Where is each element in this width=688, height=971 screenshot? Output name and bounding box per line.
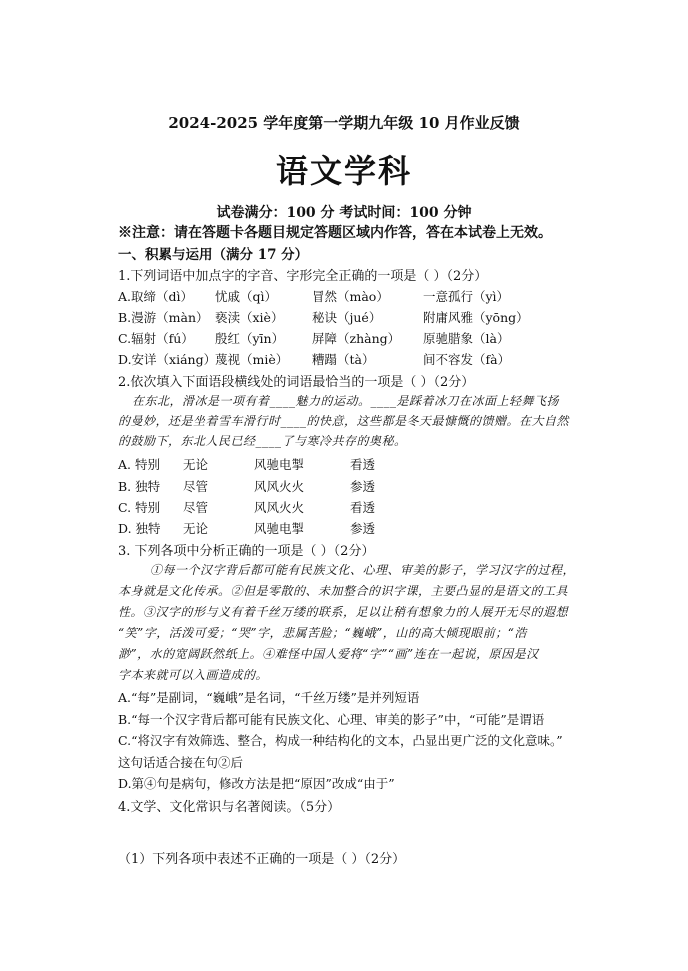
q1-option-c-3: 屏障（zhàng）: [312, 331, 401, 346]
q1-option-b-1: B.漫游（màn）: [118, 310, 209, 325]
q3-option-c-cont: 这句话适合接在句②后: [118, 755, 244, 770]
q2-option-d-3: 风驰电掣: [254, 521, 305, 536]
question-2-stem: 2.依次填入下面语段横线处的词语最恰当的一项是（ ）（2分）: [118, 375, 475, 390]
q2-option-d-1: D. 独特: [118, 521, 161, 536]
q2-option-a-4: 看透: [350, 457, 376, 472]
q3-passage-line-2: 本身就是文化传承。②但是零散的、未加整合的识字课，主要凸显的是语文的工具: [118, 584, 569, 598]
q2-option-c-4: 看透: [350, 500, 376, 515]
q3-option-d: D.第④句是病句，修改方法是把“原因”改成“由于”: [118, 776, 395, 791]
q1-option-b-3: 秘诀（jué）: [312, 310, 382, 325]
q2-option-c-1: C. 特别: [118, 500, 161, 515]
section-title: 一、积累与运用（满分 17 分）: [118, 247, 309, 263]
notice: ※注意：请在答题卡各题目规定答题区域内作答，答在本试卷上无效。: [118, 225, 552, 241]
q2-option-a-1: A. 特别: [118, 457, 160, 472]
header-title: 2024-2025 学年度第一学期九年级 10 月作业反馈: [168, 114, 520, 132]
q1-option-d-4: 间不容发（fà）: [423, 352, 511, 367]
q2-passage-line-1: 在东北，滑冰是一项有着____魅力的运动。____是踩着冰刀在冰面上轻舞飞扬: [132, 394, 560, 408]
q3-passage-line-6: 字本来就可以入画造成的。: [118, 668, 269, 682]
subject-title: 语文学科: [275, 152, 412, 190]
q1-option-b-4: 附庸风雅（yōng）: [423, 310, 529, 325]
q1-option-d-1: D.安详（xiáng）: [118, 352, 217, 367]
q2-option-d-4: 参透: [350, 521, 376, 536]
q2-passage-line-2: 的曼妙，还是坐着雪车滑行时____的快意，这些都是冬天最慷慨的馈赠。在大自然: [118, 414, 570, 428]
q1-option-a-2: 忧戚（qì）: [215, 289, 277, 304]
question-4-stem: 4.文学、文化常识与名著阅读。（5分）: [118, 800, 341, 815]
q3-option-c: C.“将汉字有效筛选、整合，构成一种结构化的文本，凸显出更广泛的文化意味。”: [118, 733, 563, 748]
q2-option-b-3: 风风火火: [254, 479, 305, 494]
question-3-stem: 3. 下列各项中分析正确的一项是（ ）（2分）: [118, 544, 375, 559]
q2-passage-line-3: 的鼓励下，东北人民已经____了与寒冷共存的奥秘。: [118, 434, 407, 448]
exam-info: 试卷满分：100 分 考试时间：100 分钟: [216, 205, 472, 221]
q3-passage-line-4: “笑”字，活泼可爱；“哭”字，悲属苦脸；“巍峨”，山的高大倾现眼前；“浩: [118, 626, 527, 640]
q2-option-c-3: 风风火火: [254, 500, 305, 515]
q3-passage-line-3: 性。③汉字的形与义有着千丝万缕的联系，足以让稍有想象力的人展开无尽的遐想: [118, 605, 569, 619]
q1-option-d-3: 糟蹋（tà）: [312, 352, 375, 367]
q1-option-c-4: 原驰腊象（là）: [423, 331, 510, 346]
q2-option-d-2: 无论: [183, 521, 209, 536]
q1-option-a-4: 一意孤行（yì）: [423, 289, 510, 304]
q1-option-d-2: 蔑视（miè）: [215, 352, 289, 367]
q1-option-c-2: 殷红（yīn）: [215, 331, 285, 346]
q2-option-c-2: 尽管: [183, 500, 209, 515]
q3-passage-line-5: 渺”，水的宽阔跃然纸上。④难怪中国人爱将“字”“画”连在一起说，原因是汉: [118, 647, 539, 661]
question-4-sub-1: （1）下列各项中表述不正确的一项是（ ）（2分）: [118, 852, 406, 867]
q2-option-a-3: 风驰电掣: [254, 457, 305, 472]
q3-option-b: B.“每一个汉字背后都可能有民族文化、心理、审美的影子”中，“可能”是谓语: [118, 712, 545, 727]
q2-option-a-2: 无论: [183, 457, 209, 472]
q1-option-b-2: 亵渎（xiè）: [215, 310, 284, 325]
q1-option-a-3: 冒然（mào）: [312, 289, 389, 304]
q2-option-b-1: B. 独特: [118, 479, 161, 494]
q2-option-b-2: 尽管: [183, 479, 209, 494]
question-1-stem: 1.下列词语中加点字的字音、字形完全正确的一项是（ ）（2分）: [118, 269, 488, 284]
q3-passage-line-1: ①每一个汉字背后都可能有民族文化、心理、审美的影子，学习汉字的过程，: [150, 563, 576, 577]
q1-option-a-1: A.取缔（dì）: [118, 289, 194, 304]
q1-option-c-1: C.辐射（fú）: [118, 331, 194, 346]
q3-option-a: A.“每”是副词，“巍峨”是名词，“千丝万缕”是并列短语: [118, 690, 420, 705]
q2-option-b-4: 参透: [350, 479, 376, 494]
